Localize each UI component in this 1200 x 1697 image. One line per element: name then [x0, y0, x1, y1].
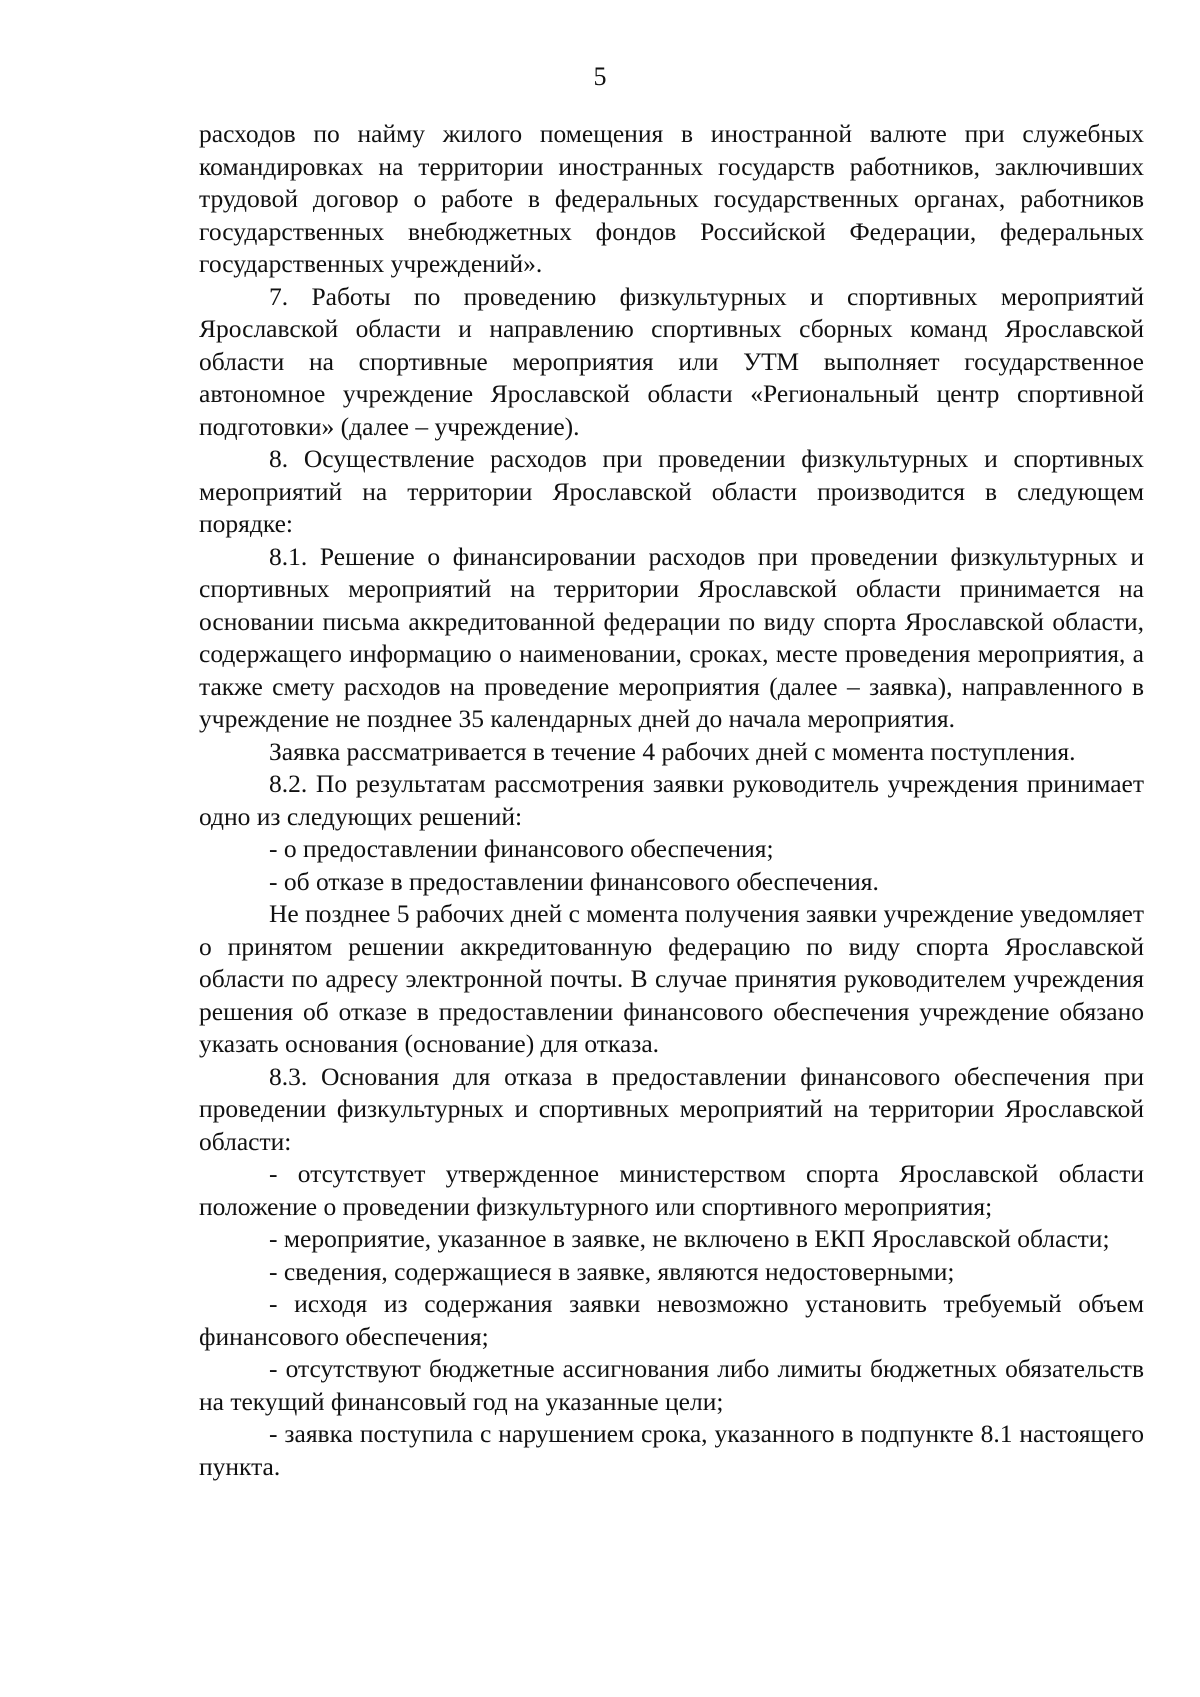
list-item-decision-grant: - о предоставлении финансового обеспечения;	[269, 834, 774, 863]
paragraph-item-7: 7. Работы по проведению физкультурных и спортивных мероприятий Ярославской области и направлению спортивных сборных команд Ярославской области на спортивные мероприятия или УТМ выполняет государственное автономное учреждение Ярославской области «Региональный центр спортивной подготовки» (далее – учреждение).	[199, 281, 1144, 441]
paragraph-item-8-1: 8.1. Решение о финансировании расходов при проведении физкультурных и спортивных мероприятий на территории Ярославской области принимается на основании письма аккредитованной федерации по виду спорта Ярославской области, содержащего информацию о наименовании, сроках, месте проведения мероприятия, а также смету расходов на проведение мероприятия (далее – заявка), направленного в учреждение не позднее 35 календарных дней до начала мероприятия.	[199, 541, 1144, 733]
paragraph-application-review: Заявка рассматривается в течение 4 рабочих дней с момента поступления.	[269, 736, 1076, 766]
list-item-decision-refuse: - об отказе в предоставлении финансового обеспечения.	[269, 866, 879, 896]
paragraph-notification: Не позднее 5 рабочих дней с момента получения заявки учреждение уведомляет о принятом решении аккредитованную федерацию по виду спорта Ярославской области по адресу электронной почты. В случае принятия руководителем учреждения решения об отказе в предоставлении финансового обеспечения учреждение обязано указать основания (основание) для отказа.	[199, 899, 1145, 1058]
list-item-ground-6: - заявка поступила с нарушением срока, указанного в подпункте 8.1 настоящего пункта.	[199, 1419, 1144, 1481]
page-number: 5	[593, 62, 607, 91]
list-item-ground-4: - исходя из содержания заявки невозможно установить требуемый объем финансового обеспечения;	[199, 1289, 1144, 1351]
paragraph-item-8-3: 8.3. Основания для отказа в предоставлении финансового обеспечения при проведении физкультурных и спортивных мероприятий на территории Ярославской области:	[199, 1061, 1144, 1156]
paragraph-continuation: расходов по найму жилого помещения в иностранной валюте при служебных командировках на территории иностранных государств работников, заключивших трудовой договор о работе в федеральных государственных органах, работников государственных внебюджетных фондов Российской Федерации, федеральных государственных учреждений».	[199, 119, 1144, 278]
list-item-ground-1: - отсутствует утвержденное министерством спорта Ярославской области положение о проведении физкультурного или спортивного мероприятия;	[199, 1159, 1144, 1221]
paragraph-item-8-2: 8.2. По результатам рассмотрения заявки руководитель учреждения принимает одно из следующих решений:	[199, 769, 1144, 831]
document-body	[199, 118, 1144, 1483]
list-item-ground-5: - отсутствуют бюджетные ассигнования либо лимиты бюджетных обязательств на текущий финансовый год на указанные цели;	[199, 1354, 1144, 1416]
paragraph-item-8: 8. Осуществление расходов при проведении физкультурных и спортивных мероприятий на территории Ярославской области производится в следующем порядке:	[199, 444, 1144, 538]
list-item-ground-3: - сведения, содержащиеся в заявке, являются недостоверными;	[269, 1256, 955, 1286]
list-item-ground-2: - мероприятие, указанное в заявке, не включено в ЕКП Ярославской области;	[269, 1224, 1110, 1253]
